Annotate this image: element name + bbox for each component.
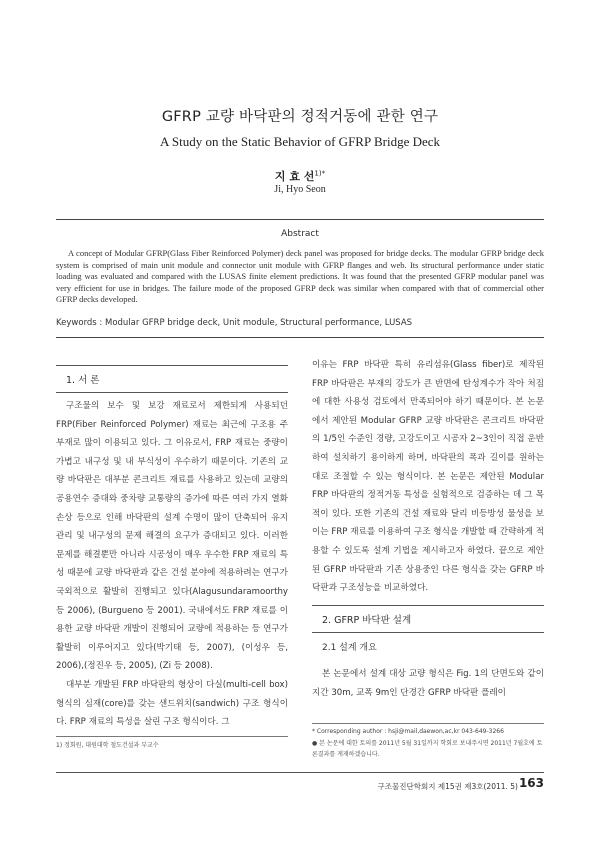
journal-info: 구조물진단학회지 제15권 제3호(2011. 5) — [377, 782, 518, 791]
keywords: Keywords : Modular GFRP bridge deck, Unit module, Structural performance, LUSAS — [56, 318, 413, 328]
author-name: 지 효 선 — [274, 170, 315, 183]
left-paragraph-1: 구조물의 보수 및 보강 재료로서 제한되게 사용되던 FRP(Fiber Reinforced Polymer) 재료는 최근에 구조용 주 부재로 많이 이용되고 있다. 그 이유로서, FRP 재료는 중량이 가볍고 내구성 및 내 부식성이 우수하기 때문이다. 기존의 교량 바닥판은 대부분 콘크리트 재료를 사용하고 있는데 교량의 공용연수 증대와 중차량 교통량의 증가에 따른 여러 가지 열화손상 등으로 인해 바닥판의 설계 수명이 많이 단축되어 유지 관리 및 내구성의 문제 해결의 요구가 증대되고 있다. 이러한 문제를 해결뿐만 아니라 시공성이 매우 우수한 FRP 재료의 특성 때문에 교량 바닥판과 같은 건설 분야에 적용하려는 연구가 국외적으로 활발히 진행되고 있다(Alagusundaramoorthy 등 2006), (Burgueno 등 2001). 국내에서도 FRP 재료를 이용한 교량 바닥판 개발이 진행되어 교량에 적용하는 등 연구가 활발히 이루어지고 있다(박기태 등, 2007), (이성우 등, 2006),(정진우 등, 2005), (Zi 등 2008). — [56, 401, 288, 672]
corresponding-author-footnote: * Corresponding author : hsji@mail,daewon,ac,kr 043-649-3266 — [312, 728, 504, 735]
right-paragraph-1: 이유는 FRP 바닥판 특히 유리섬유(Glass fiber)로 제작된 FRP 바닥판은 부재의 강도가 큰 반면에 탄성계수가 작아 처짐에 대한 사용성 검토에서 만족되어야 하기 때문이다. 본 논문에서 제안된 Modular GFRP 교량 바닥판은 콘크리트 바닥판의 1/5인 수준인 경량, 고강도이고 시공자 2~3인이 직접 운반하여 설치하기 용이하게 하며, 바닥판의 폭과 길이를 원하는 대로 조절할 수 있는 형식이다. 본 논문은 제안된 Modular FRP 바닥판의 정적거동 특성을 실험적으로 검증하는 데 그 목적이 있다. 또한 기존의 건설 재료와 달리 비등방성 물성을 보이는 FRP 재료를 이용하여 구조 형식을 개발할 때 간략하게 적용할 수 있도록 설계 기법을 제시하고자 하였다. 끝으로 제안된 GFRP 바닥판과 기존 상용중인 다른 형식을 갖는 GFRP 바닥판과 구조성능을 비교하였다. — [312, 360, 544, 594]
footer-rule — [56, 772, 544, 773]
subsection-2-1-title: 2.1 설계 개요 — [322, 643, 377, 653]
left-footnote-rule — [56, 736, 288, 737]
right-footnote-rule — [312, 723, 544, 724]
right-column-body-2 — [312, 665, 544, 702]
left-footnote: 1) 정회원, 대원대학 철도건설과 부교수 — [56, 742, 159, 749]
section-1-heading — [56, 365, 288, 393]
left-column-body — [56, 397, 288, 732]
section-1-title: 1. 서 론 — [66, 375, 100, 386]
left-paragraph-2: 대부분 개발된 FRP 바닥판의 형상이 다실(multi-cell box) 형식의 심재(core)를 갖는 샌드위치(sandwich) 구조 형식이다. FRP 재료의 특성을 살린 구조 형식이다. 그 — [56, 679, 288, 728]
author-name-korean — [0, 168, 600, 184]
abstract-heading: Abstract — [281, 229, 319, 239]
section-2-heading — [312, 605, 544, 633]
right-paragraph-2: 본 논문에서 설계 대상 교량 형식은 Fig. 1의 단면도와 같이 지간 30m, 교폭 9m인 단경간 GFRP 바닥판 플레이 — [312, 669, 544, 698]
page-number: 163 — [518, 776, 544, 790]
abstract-text: A concept of Modular GFRP(Glass Fiber Reinforced Polymer) deck panel was proposed for bridge decks. The modular GFRP bridge deck system is comprised of main unit module and connector unit module with GFRP flanges and web. Its structural performance under static loading was evaluated and compared with the LUSAS finite element predictions. It was found that the presented GFRP modular panel was very efficient for use in bridges. The failure mode of the proposed GFRP deck was similar when compared with that of commercial other GFRP decks developed. — [56, 248, 544, 305]
section-2-title: 2. GFRP 바닥판 설계 — [322, 615, 412, 626]
abstract-top-rule — [56, 219, 544, 220]
paper-title-korean: GFRP 교량 바닥판의 정적거동에 관한 연구 — [161, 109, 439, 125]
paper-title-english: A Study on the Static Behavior of GFRP Bridge Deck — [159, 134, 441, 149]
abstract-bottom-rule — [56, 337, 544, 338]
right-column-body — [312, 356, 544, 598]
discussion-footnote: ● 본 논문에 대한 토의를 2011년 5월 31일까지 학회로 보내주시면 2011년 7월호에 토론결과를 게재하겠습니다. — [312, 740, 543, 758]
author-footnote-mark: 1)* — [314, 169, 326, 178]
author-name-english: Ji, Hyo Seon — [274, 184, 326, 195]
